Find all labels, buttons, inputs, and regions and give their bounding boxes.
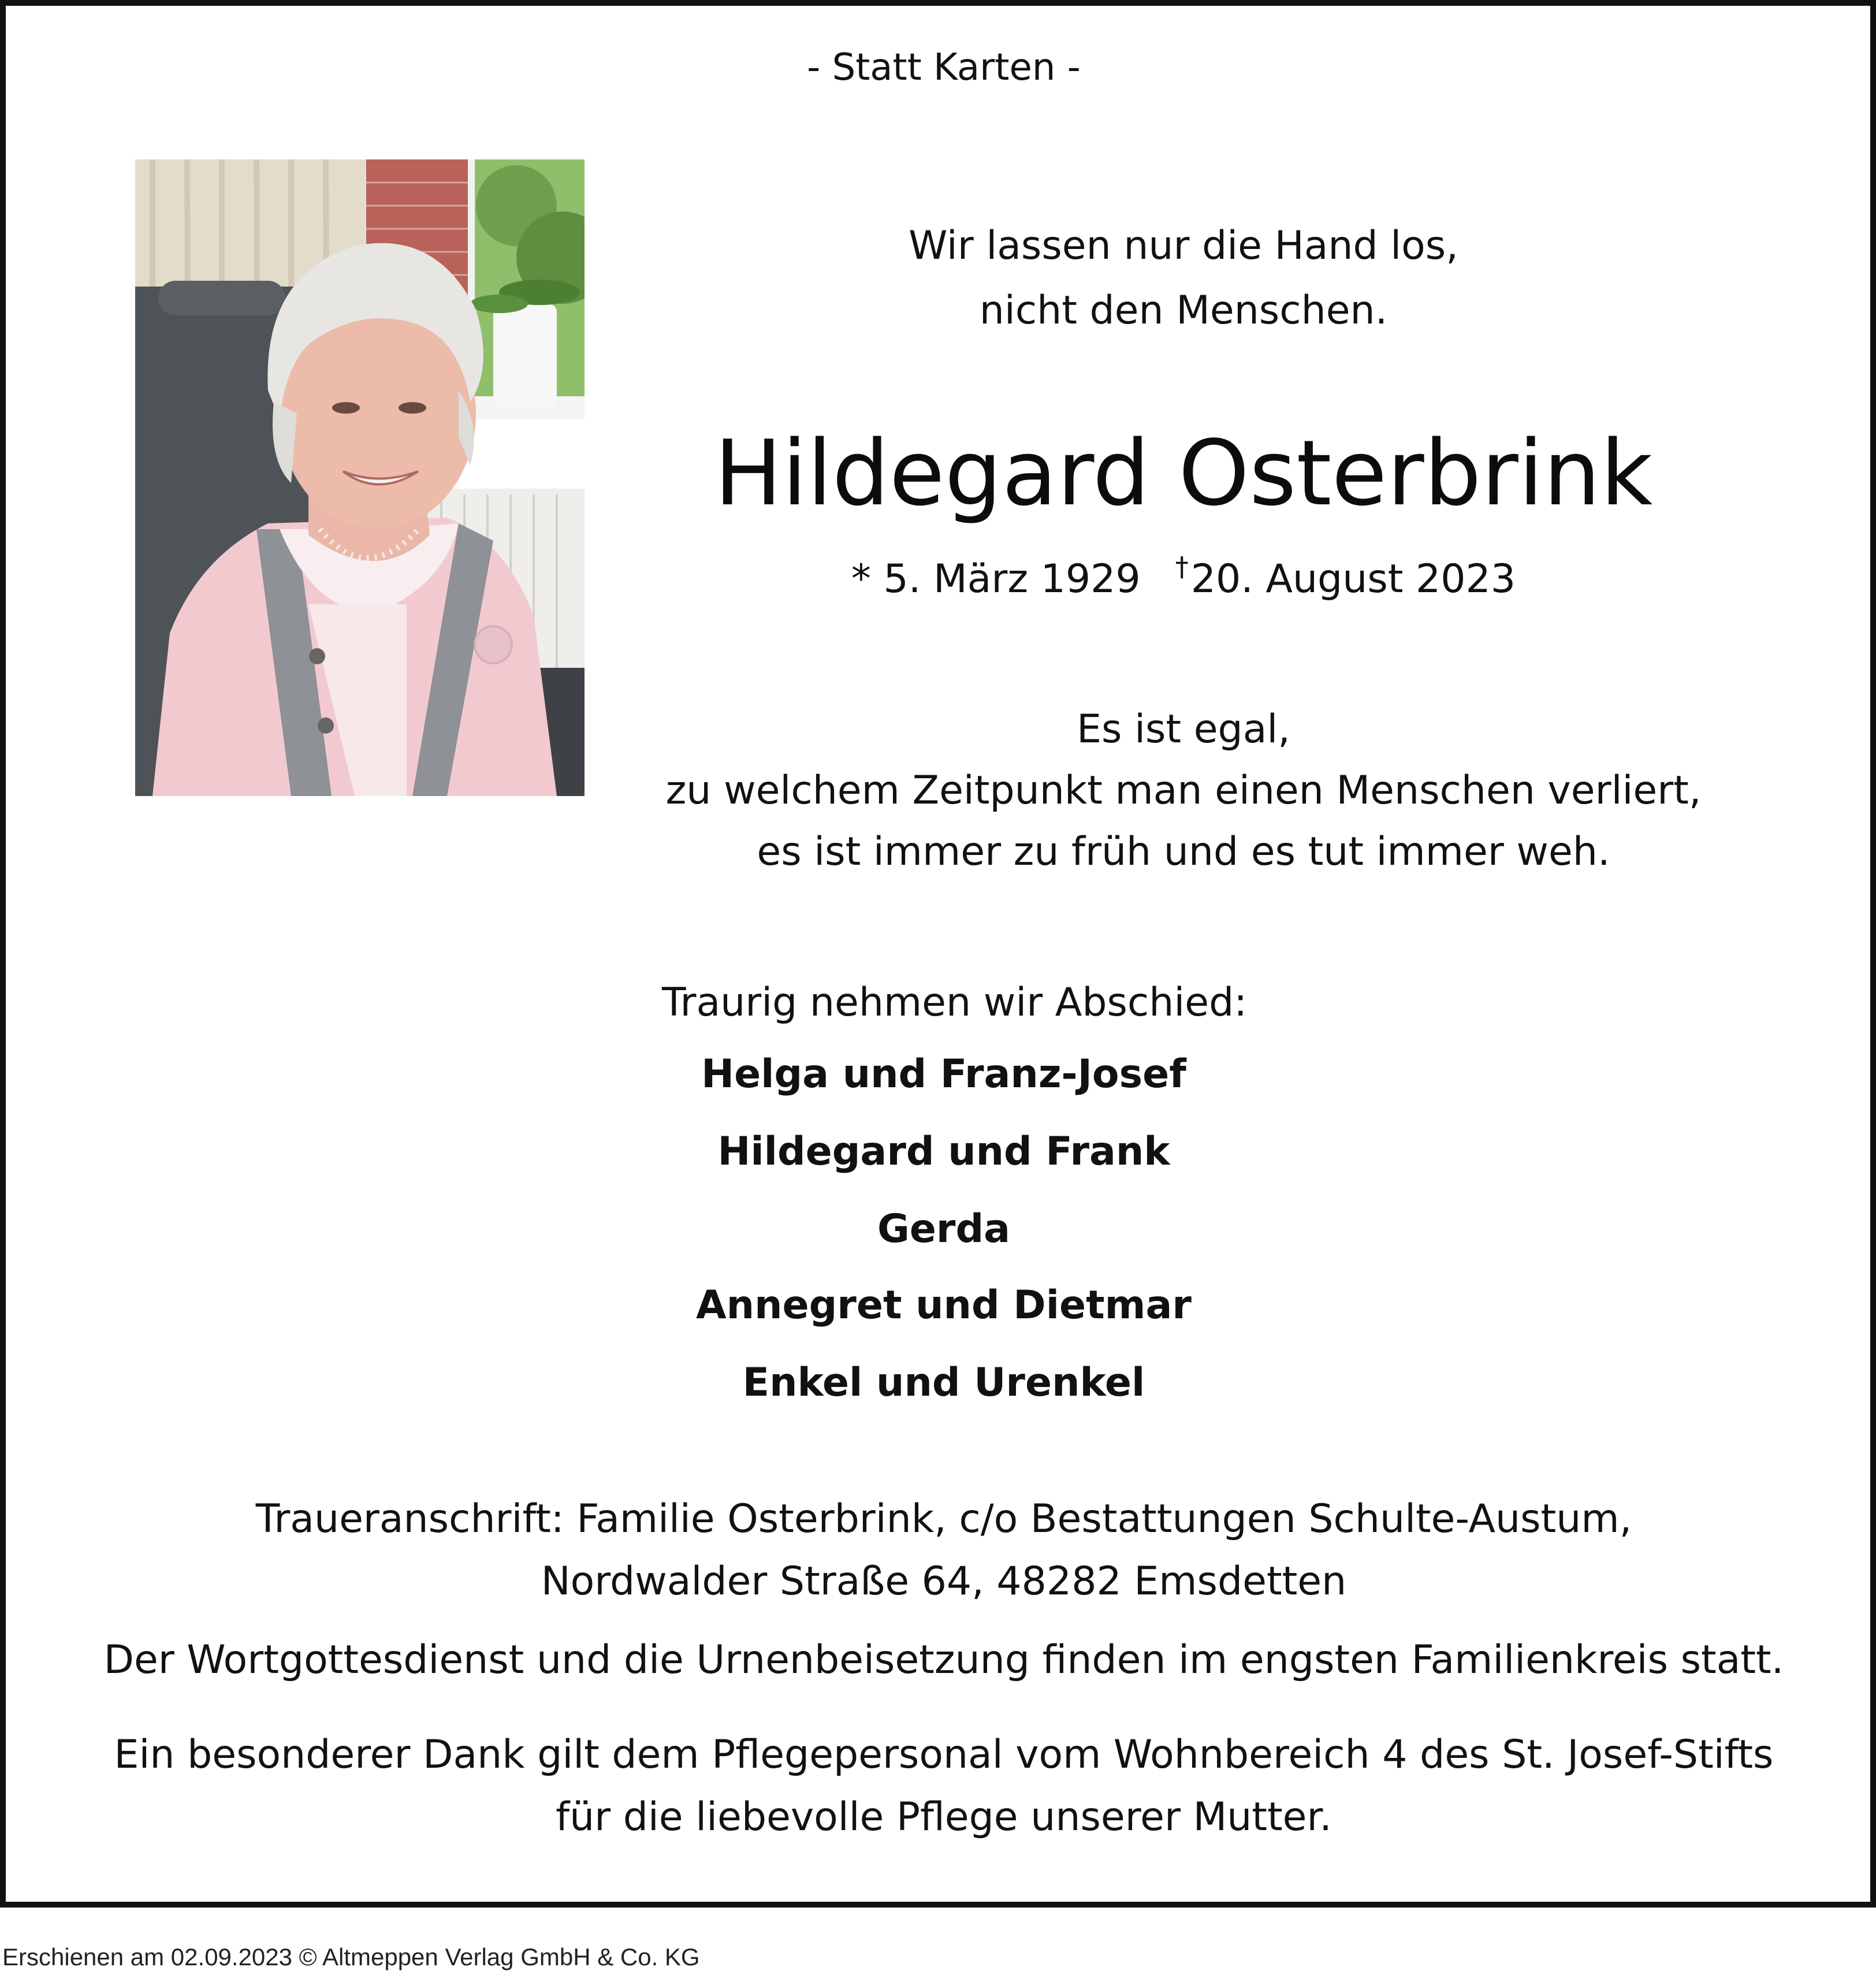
address-line1: Traueranschrift: Familie Osterbrink, c/o Bestattungen Schulte-Austum, [255, 1496, 1632, 1542]
publication-footer: Erschienen am 02.09.2023 © Altmeppen Verlag GmbH & Co. KG [2, 1943, 700, 1970]
service-note: Der Wortgottesdienst und die Urnenbeisetzung finden im engsten Familienkreis statt. [103, 1637, 1784, 1683]
portrait-photo [135, 159, 585, 796]
mourner-name: Hildegard und Frank [717, 1129, 1170, 1174]
mourner-name: Gerda [877, 1206, 1011, 1252]
life-dates [647, 551, 1720, 602]
address-line2: Nordwalder Straße 64, 48282 Emsdetten [541, 1559, 1347, 1604]
quote-top [647, 214, 1720, 343]
deceased-name: Hildegard Osterbrink [714, 421, 1653, 526]
quote-bottom-line1: Es ist egal, [1077, 707, 1290, 752]
quote-bottom-line3: es ist immer zu früh und es tut immer weh. [757, 829, 1610, 875]
death-date: 20. August 2023 [1190, 556, 1516, 602]
thanks-note [6, 1724, 1876, 1849]
quote-bottom [647, 699, 1720, 883]
statt-karten-heading: - Statt Karten - [807, 46, 1081, 89]
thanks-line2: für die liebevolle Pflege unserer Mutter. [556, 1794, 1332, 1840]
mourner-name: Annegret und Dietmar [696, 1282, 1192, 1328]
quote-bottom-line2: zu welchem Zeitpunkt man einen Menschen verliert, [665, 768, 1702, 813]
mourner-name: Helga und Franz-Josef [701, 1051, 1186, 1097]
mourner-name: Enkel und Urenkel [742, 1360, 1145, 1406]
cross-icon: † [1175, 551, 1189, 582]
birth-date: * 5. März 1929 [851, 556, 1141, 602]
mourning-address [6, 1488, 1876, 1613]
farewell-intro: Traurig nehmen wir Abschied: [662, 980, 1248, 1025]
quote-top-line2: nicht den Menschen. [979, 288, 1388, 333]
thanks-line1: Ein besonderer Dank gilt dem Pflegepersonal vom Wohnbereich 4 des St. Josef-Stifts [114, 1732, 1774, 1778]
quote-top-line1: Wir lassen nur die Hand los, [909, 223, 1458, 269]
